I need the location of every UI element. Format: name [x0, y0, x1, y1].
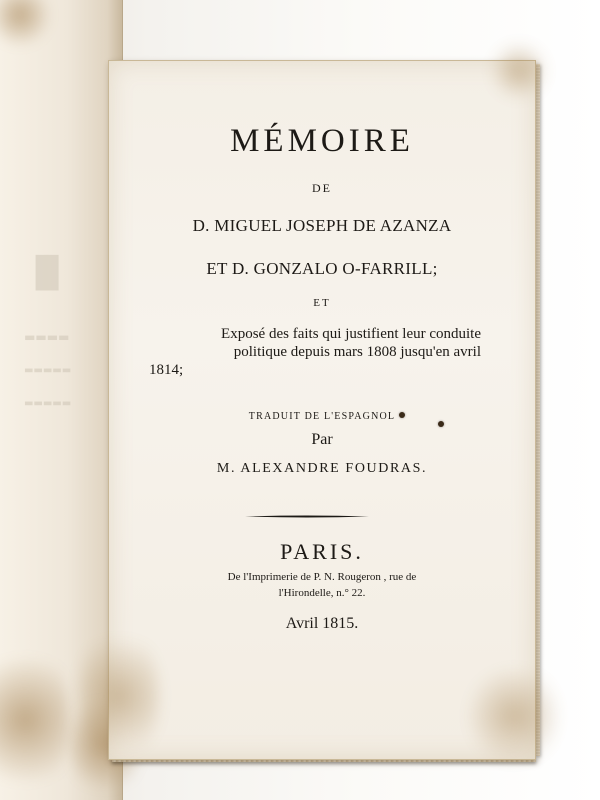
show-through-mark: ▬▬▬▬▬ — [24, 365, 72, 376]
edge-stain — [489, 41, 549, 101]
title-de: DE — [312, 181, 332, 195]
show-through-mark: ▐▌ — [24, 256, 71, 291]
book-title: MÉMOIRE — [230, 123, 414, 159]
translated-note: TRADUIT DE L'ESPAGNOL — [248, 411, 396, 422]
ornamental-rule — [245, 515, 369, 518]
edge-stain — [79, 621, 159, 771]
title-et: ET — [313, 297, 331, 309]
imprint-line-1: De l'Imprimerie de P. N. Rougeron , rue de — [227, 571, 417, 583]
worm-hole — [399, 412, 405, 418]
subtitle-line-2: politique depuis mars 1808 jusqu'en avril — [233, 344, 481, 360]
subtitle-line-3: 1814; — [149, 362, 184, 378]
foxing-stain — [0, 0, 50, 50]
author-line-1: D. MIGUEL JOSEPH DE AZANZA — [192, 216, 452, 235]
par-label: Par — [311, 431, 333, 448]
subtitle-line-1: Exposé des faits qui justifient leur conduite — [221, 326, 481, 342]
show-through-mark: ▬▬▬▬▬ — [24, 398, 72, 409]
publication-date: Avril 1815. — [285, 615, 359, 632]
author-line-2: ET D. GONZALO O-FARRILL; — [206, 259, 438, 278]
worm-hole — [438, 421, 444, 427]
foxing-stain — [0, 640, 70, 800]
edge-stain — [469, 661, 559, 771]
imprint-line-2: l'Hirondelle, n.° 22. — [278, 587, 366, 599]
title-page — [108, 60, 536, 760]
translator-name: M. ALEXANDRE FOUDRAS. — [216, 461, 428, 476]
show-through-mark: ▬▬▬▬ — [24, 330, 70, 344]
subtitle-block — [149, 325, 481, 379]
publication-city: PARIS. — [280, 539, 364, 564]
